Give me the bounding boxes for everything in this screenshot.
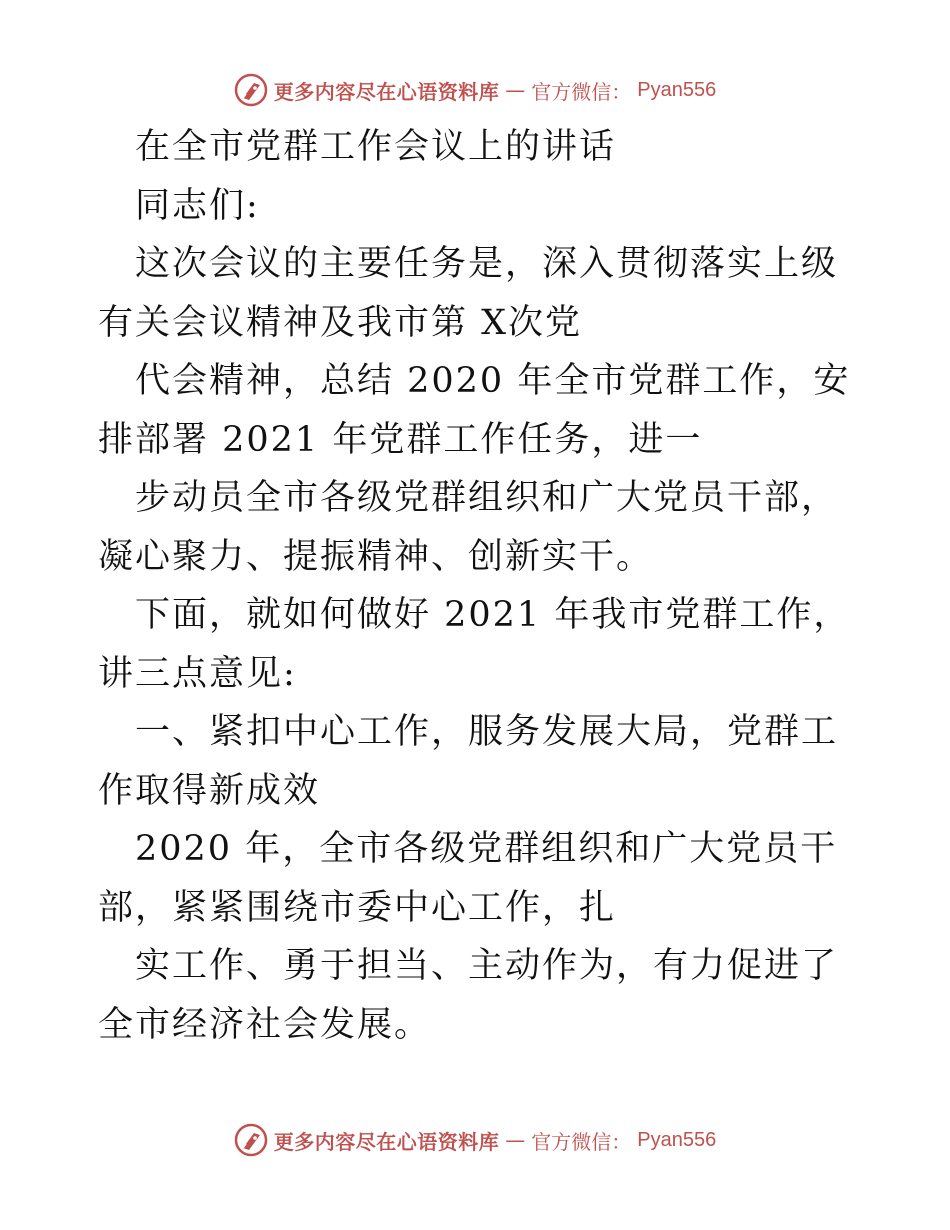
banner-wechat-label: 官方微信：	[531, 79, 632, 104]
paragraph: 同志们:	[135, 185, 260, 226]
section-heading: 一、紧扣中心工作，服务发展大局，党群工作取得新成效	[98, 712, 839, 811]
banner-wechat-label: 官方微信：	[531, 1129, 632, 1154]
paragraph: 下面，就如何做好 2021 年我市党群工作，讲三点意见:	[98, 595, 851, 694]
banner-brand-text: 更多内容尽在心语资料库	[273, 79, 500, 104]
pen-nib-logo-icon	[234, 73, 268, 107]
banner-wechat-id: Pyan556	[637, 1128, 717, 1151]
paragraph: 2020 年，全市各级党群组织和广大党员干部，紧紧围绕市委中心工作，扎	[98, 829, 838, 928]
document-body	[98, 118, 854, 1054]
paragraph: 代会精神，总结 2020 年全市党群工作，安排部署 2021 年党群工作任务，进一	[98, 361, 851, 460]
paragraph: 步动员全市各级党群组织和广大党员干部，凝心聚力、提振精神、创新实干。	[98, 478, 839, 577]
paragraph: 实工作、勇于担当、主动作为，有力促进了全市经济社会发展。	[98, 946, 839, 1045]
header-banner	[0, 70, 950, 110]
pen-nib-logo-icon	[234, 1123, 268, 1157]
footer-banner	[0, 1120, 950, 1160]
banner-brand-text: 更多内容尽在心语资料库	[273, 1129, 500, 1154]
banner-separator: —	[505, 78, 526, 102]
document-title: 在全市党群工作会议上的讲话	[135, 127, 617, 167]
banner-separator: —	[505, 1128, 526, 1152]
paragraph: 这次会议的主要任务是，深入贯彻落实上级有关会议精神及我市第 X次党	[98, 244, 839, 343]
banner-wechat-id: Pyan556	[637, 78, 717, 101]
